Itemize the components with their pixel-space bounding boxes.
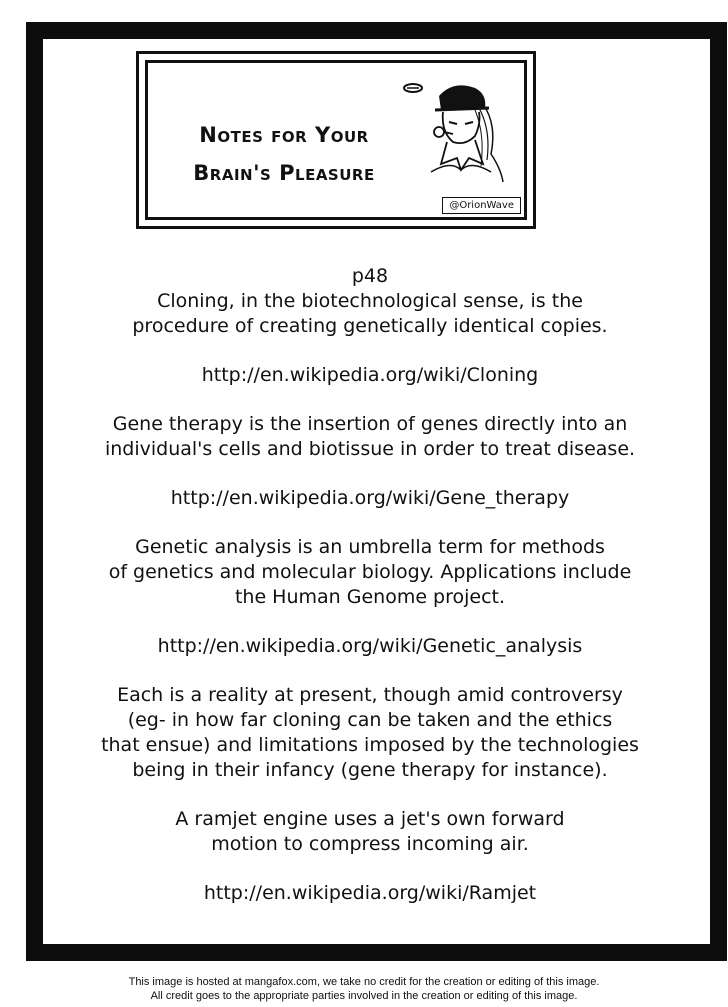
note-text: motion to compress incoming air. bbox=[211, 833, 529, 855]
reference-link-cloning: http://en.wikipedia.org/wiki/Cloning bbox=[201, 364, 539, 386]
page-reference: p48 bbox=[351, 265, 389, 287]
note-text: of genetics and molecular biology. Applications include bbox=[108, 561, 632, 583]
page-title bbox=[179, 116, 389, 192]
disclaimer-line-2: All credit goes to the appropriate parties involved in the creation or editing of this image. bbox=[150, 990, 578, 1002]
reference-link-gene-therapy: http://en.wikipedia.org/wiki/Gene_therapy bbox=[170, 487, 570, 509]
note-text: procedure of creating genetically identical copies. bbox=[132, 315, 608, 337]
disclaimer-line-1: This image is hosted at mangafox.com, we take no credit for the creation or editing of this image. bbox=[128, 976, 600, 988]
title-line-1: Notes for Your bbox=[199, 123, 369, 147]
hosting-disclaimer bbox=[0, 975, 728, 1003]
artist-credit-tag: @OrionWave bbox=[442, 197, 521, 214]
note-text: the Human Genome project. bbox=[234, 586, 506, 608]
note-text: Cloning, in the biotechnological sense, is the bbox=[157, 290, 583, 312]
note-text: Each is a reality at present, though amid controversy bbox=[117, 684, 623, 706]
note-text: (eg- in how far cloning can be taken and the ethics bbox=[127, 709, 613, 731]
note-text: A ramjet engine uses a jet's own forward bbox=[175, 808, 565, 830]
reference-link-ramjet: http://en.wikipedia.org/wiki/Ramjet bbox=[203, 882, 537, 904]
title-line-2: Brain's Pleasure bbox=[193, 161, 375, 185]
note-text: individual's cells and biotissue in order to treat disease. bbox=[104, 438, 636, 460]
notes-body bbox=[60, 264, 680, 906]
note-text: Genetic analysis is an umbrella term for methods bbox=[135, 536, 605, 558]
note-text: being in their infancy (gene therapy for instance). bbox=[132, 759, 608, 781]
title-box bbox=[136, 51, 536, 229]
note-text: that ensue) and limitations imposed by the technologies bbox=[101, 734, 639, 756]
character-with-cap-icon bbox=[391, 74, 511, 184]
reference-link-genetic-analysis: http://en.wikipedia.org/wiki/Genetic_analysis bbox=[157, 635, 583, 657]
note-text: Gene therapy is the insertion of genes directly into an bbox=[112, 413, 628, 435]
